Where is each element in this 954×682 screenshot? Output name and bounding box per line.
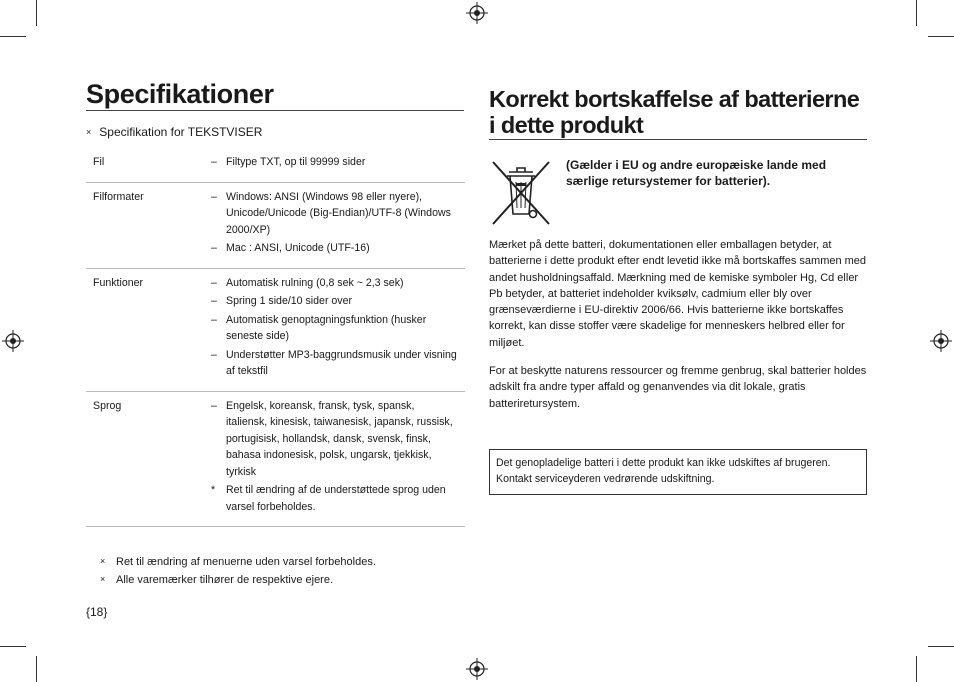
page-title: Specifikationer [86, 78, 464, 111]
bullet: – [211, 295, 217, 307]
item-text: Ret til ændring af de understøttede sprog uden varsel forbeholdes. [226, 484, 446, 513]
item-text: Automatisk rulning (0,8 sek ~ 2,3 sek) [226, 276, 404, 289]
item-text: Windows: ANSI (Windows 98 eller nyere), Unicode/Unicode (Big-Endian)/UTF-8 (Windows 2000/XP) [226, 190, 451, 236]
registration-crosshair-icon [466, 2, 488, 24]
section-title: Korrekt bortskaffelse af batterierne i dette produkt [489, 86, 867, 140]
crop-mark [928, 646, 954, 647]
bullet: – [211, 313, 217, 326]
list-item [211, 312, 457, 345]
bullet: – [211, 190, 217, 203]
table-row [86, 269, 465, 392]
crop-mark [928, 36, 954, 37]
crop-mark [0, 36, 26, 37]
bullet: – [211, 399, 217, 412]
bullet: – [211, 156, 217, 168]
row-label: Filformater [93, 190, 144, 203]
item-text: Mac : ANSI, Unicode (UTF-16) [226, 242, 370, 254]
row-label: Funktioner [93, 276, 144, 289]
footnotes [100, 553, 376, 589]
crop-mark [36, 0, 37, 26]
row-values [211, 275, 465, 382]
list-item [211, 189, 457, 239]
page-number: {18} [86, 605, 108, 619]
note-mark: × [86, 127, 92, 137]
bullet: * [211, 484, 216, 496]
note-mark: × [100, 574, 106, 584]
list-item [211, 482, 457, 515]
section-subtitle [86, 125, 262, 139]
item-text: Spring 1 side/10 sider over [226, 295, 353, 307]
registration-crosshair-icon [930, 330, 952, 352]
item-text: Filtype TXT, op til 99999 sider [226, 156, 366, 168]
registration-crosshair-icon [466, 658, 488, 680]
list-item [211, 293, 457, 310]
list-item [211, 240, 457, 257]
table-row [86, 392, 465, 528]
subtitle-text: Specifikation for TEKSTVISER [99, 125, 263, 139]
bullet: – [211, 276, 217, 289]
body-paragraph: Mærket på dette batteri, dokumentationen eller emballagen betyder, at batterierne i dette produkt efter endt levetid ikke må bortskaffes sammen med andet husholdningsaffald. Mærkning med de kemiske symboler Hg, Cd eller Pb betyder, at batteriet indeholder kviksølv, cadmium eller bly over grænseværdierne i EU-direktiv 2006/66. Hvis batterierne ikke bortskaffes korrekt, kan disse stoffer være skadelige for menneskers helbred eller for miljøet. [489, 239, 867, 349]
footnote-text: Alle varemærker tilhører de respektive ejere. [116, 574, 334, 586]
crop-mark [916, 656, 917, 682]
footnote [100, 571, 376, 589]
item-text: Understøtter MP3-baggrundsmusik under visning af tekstfil [226, 348, 457, 377]
crop-mark [0, 646, 26, 647]
row-label: Sprog [93, 399, 122, 412]
table-row [86, 183, 465, 269]
registration-crosshair-icon [2, 330, 24, 352]
note-heading: (Gælder i EU og andre europæiske lande med særlige retursystemer for batterier). [566, 158, 827, 188]
row-values [211, 189, 465, 259]
item-text: Automatisk genoptagningsfunktion (husker seneste side) [226, 313, 427, 342]
footnote [100, 553, 376, 571]
crossed-out-wheelie-bin-icon [489, 158, 553, 228]
body-paragraph: For at beskytte naturens ressourcer og fremme genbrug, skal batterier holdes adskilt fra andre typer affald og genanvendes via dit lokale, gratis batteriretursystem. [489, 365, 867, 410]
footnote-text: Ret til ændring af menuerne uden varsel forbeholdes. [116, 556, 376, 568]
crop-mark [36, 656, 37, 682]
spec-table [86, 148, 465, 527]
notice-box: Det genopladelige batteri i dette produkt kan ikke udskiftes af brugeren. Kontakt serviceyderen vedrørende udskiftning. [489, 449, 867, 495]
item-text: Engelsk, koreansk, fransk, tysk, spansk, italiensk, kinesisk, taiwanesisk, japansk, russisk, portugisisk, hollandsk, dansk, svensk, finsk, bahasa indonesisk, polsk, ungarsk, tjekkisk, tyrkisk [226, 399, 453, 478]
list-item [211, 347, 457, 380]
list-item [211, 398, 457, 481]
row-label: Fil [93, 156, 105, 168]
list-item [211, 154, 457, 171]
list-item [211, 275, 457, 292]
row-values [211, 398, 465, 518]
table-row [86, 148, 465, 183]
bullet: – [211, 242, 217, 254]
note-mark: × [100, 556, 106, 566]
crop-mark [916, 0, 917, 26]
row-values [211, 154, 465, 173]
bullet: – [211, 348, 217, 361]
